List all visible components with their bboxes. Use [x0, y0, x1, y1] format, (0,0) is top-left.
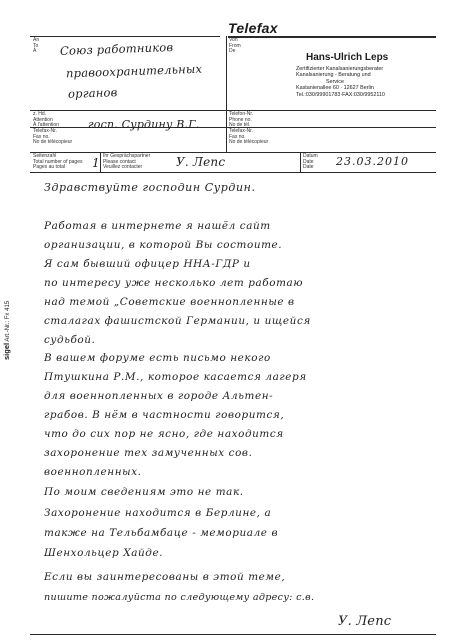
letter-line: над темой „Советские военнопленные в	[44, 296, 295, 308]
recipient-line-2: правоохранительных	[65, 61, 203, 81]
letter-line: Я сам бывший офицер ННА-ГДР и	[44, 258, 251, 270]
letter-line: грабов. В нём в частности говорится,	[44, 409, 285, 421]
label-attention: z. Hd. Attention À l'attention	[33, 111, 59, 128]
label-pages: Seitenzahl Total number of pages Pages au total	[33, 153, 83, 170]
sender-info	[296, 66, 385, 98]
form-divider-4	[30, 172, 436, 173]
letter-line: организации, в которой Вы состоите.	[44, 239, 283, 251]
contact-value: У. Лепс	[176, 155, 226, 169]
pages-divider	[100, 152, 101, 172]
letter-line: Птушкина Р.М., которое касается лагеря	[44, 371, 307, 383]
recipient-line-3: органов	[67, 85, 118, 101]
letter-line: Работая в интернете я нашёл сайт	[44, 220, 271, 232]
letter-greeting: Здравствуйте господин Сурдин.	[44, 181, 256, 194]
letter-line: также на Тельбамбаце - мемориале в	[44, 527, 279, 539]
date-value: 23.03.2010	[336, 155, 409, 168]
article-code: Art.-Nr.: Fx 415	[5, 300, 11, 342]
letter-line: По моим сведениям это не так.	[44, 486, 244, 498]
letter-line: захоронение тех замученных сов.	[44, 447, 253, 459]
letter-line: что до сих пор не ясно, где находится	[44, 428, 284, 440]
label-phone-no: Telefon-Nr. Phone no. No de tél.	[229, 111, 254, 128]
fax-title: Telefax	[228, 20, 278, 36]
letter-line: Шенхольцер Хайде.	[44, 547, 164, 559]
label-contact: Ihr Gesprächspartner Please contact Veuillez contacter	[103, 153, 151, 170]
pages-value: 1	[92, 156, 100, 170]
date-divider	[300, 152, 301, 172]
brand-name: sigel	[2, 342, 11, 360]
form-column-divider	[226, 36, 227, 152]
sender-address: Kastanienallee 60 · 12627 Berlin	[296, 85, 374, 92]
sender-phone-fax: Tel.:030/99901783·FAX:030/9952110	[296, 91, 385, 98]
form-top-line	[30, 36, 220, 37]
form-divider-3	[30, 152, 436, 153]
label-date: Datum Date Date	[303, 153, 318, 170]
recipient-line-1: Союз работников	[59, 40, 174, 58]
letter-line: В вашем форуме есть письмо некого	[44, 352, 271, 364]
letter-line: по интересу уже несколько лет работаю	[44, 277, 304, 289]
sender-credential: Zertifizierter Kanalsanierungsberater	[296, 66, 384, 72]
label-fax-no-to: Telefax-Nr. Fax no. No de télécopieur	[33, 128, 73, 145]
letter-line: Если вы заинтересованы в этой теме,	[44, 571, 286, 583]
letter-line: сталагах фашистской Германии, и ищейся	[44, 315, 311, 327]
letter-line: судьбой.	[44, 334, 96, 346]
brand-mark	[2, 301, 11, 360]
title-underline	[228, 36, 436, 38]
letter-line: военнопленных.	[44, 466, 142, 478]
label-from: Von From De	[229, 37, 241, 54]
attention-value: госп. Сурдину В.Г.	[88, 118, 200, 131]
sender-name: Hans-Ulrich Leps	[306, 52, 389, 63]
label-fax-no-from: Telefax-Nr. Fax no. No de télécopieur	[229, 128, 269, 145]
letter-line: для военнопленных в городе Альтен-	[44, 390, 274, 402]
letter-line: пишите пожалуйста по следующему адресу: с.в.	[44, 592, 315, 603]
form-bottom-line	[30, 634, 436, 635]
letter-line: Захоронение находится в Берлине, а	[44, 507, 272, 519]
sender-service-line: Kanalsanierung - Beratung und	[296, 72, 371, 79]
signature: У. Лепс	[338, 614, 392, 629]
label-to: An To À	[33, 37, 40, 54]
sender-service-line-2: Service	[326, 78, 344, 85]
